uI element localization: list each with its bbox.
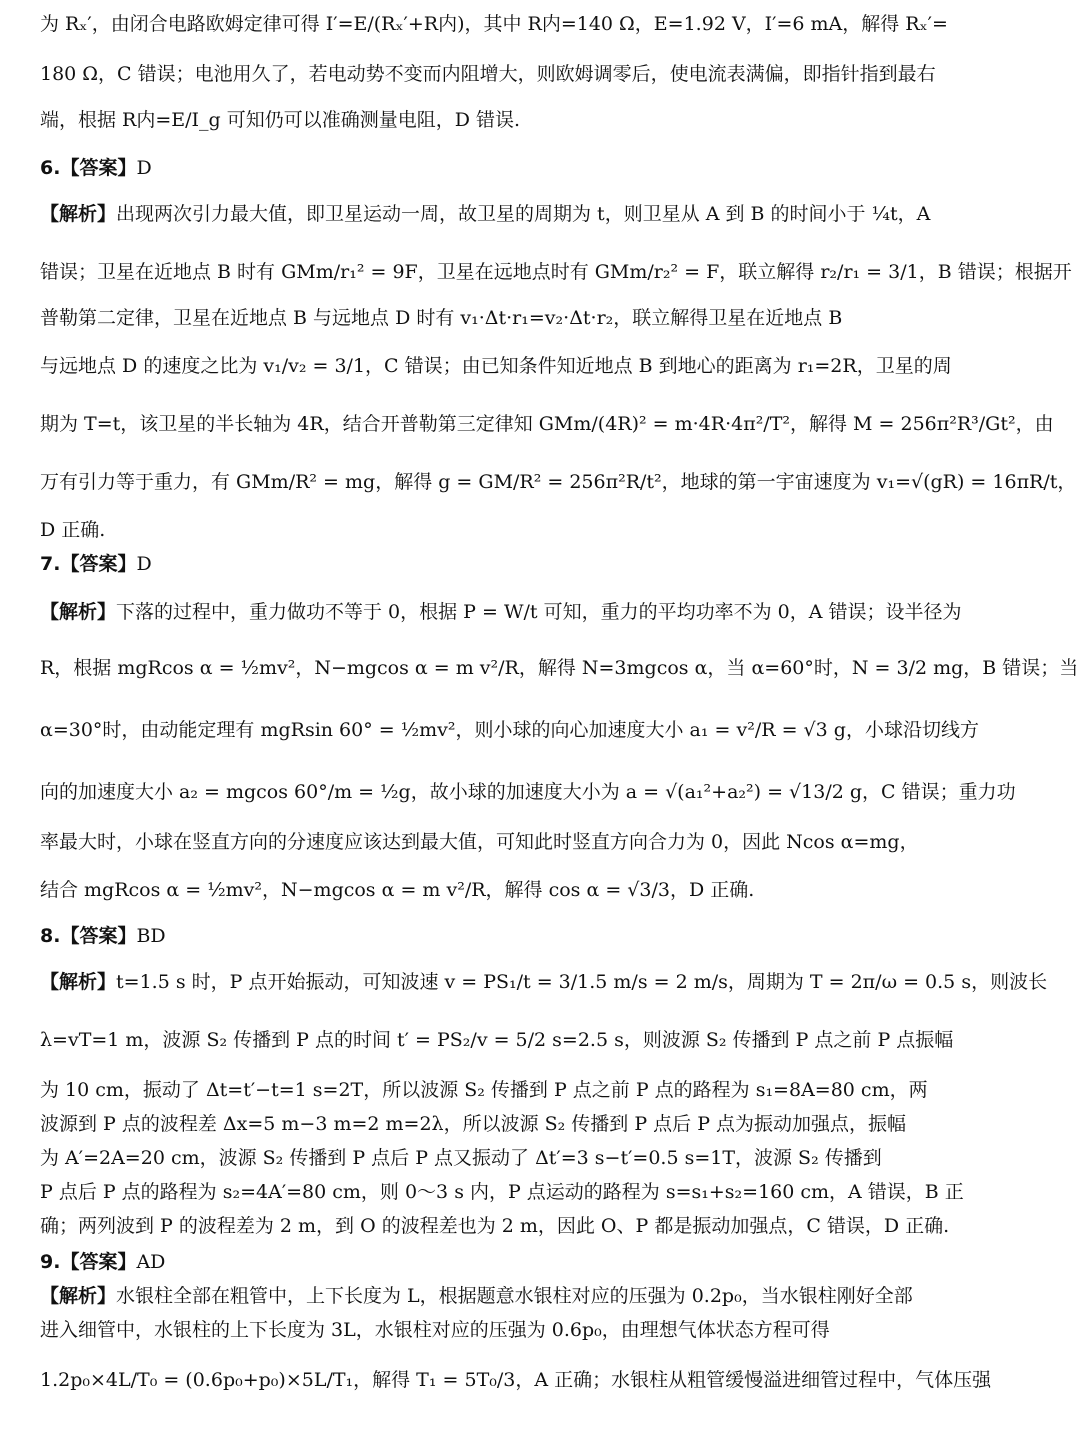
line-text: 下落的过程中，重力做功不等于 0，根据 P = W/t 可知，重力的平均功率不为 0，A 错误；设半径为: [116, 601, 962, 623]
line-text: 普勒第二定律，卫星在近地点 B 与远地点 D 时有 v₁·Δt·r₁=v₂·Δt·r₂，联立解得卫星在近地点 B: [40, 307, 843, 329]
line-text: 进入细管中，水银柱的上下长度为 3L，水银柱对应的压强为 0.6p₀，由理想气体状态方程可得: [40, 1319, 830, 1341]
line-text: 180 Ω，C 错误；电池用久了，若电动势不变而内阻增大，则欧姆调零后，使电流表满偏，即指针指到最右: [40, 63, 936, 85]
section-tag: 9.【答案】: [40, 1251, 137, 1273]
text-line: [40, 10, 950, 38]
line-text: 与远地点 D 的速度之比为 v₁/v₂ = 3/1，C 错误；由已知条件知近地点 B 到地心的距离为 r₁=2R，卫星的周: [40, 355, 952, 377]
text-line: [40, 654, 1078, 682]
line-text: R，根据 mgRcos α = ½mv²，N−mgcos α = m v²/R，解得 N=3mgcos α，当 α=60°时，N = 3/2 mg，B 错误；当: [40, 657, 1078, 679]
text-line: [40, 922, 950, 950]
line-text: 错误；卫星在近地点 B 时有 GMm/r₁² = 9F，卫星在远地点时有 GMm/r₂² = F，联立解得 r₂/r₁ = 3/1，B 错误；根据开: [40, 261, 1072, 283]
text-line: [40, 1282, 950, 1310]
line-text: 结合 mgRcos α = ½mv²，N−mgcos α = m v²/R，解得 cos α = √3/3，D 正确.: [40, 879, 755, 901]
text-line: [40, 1212, 950, 1240]
text-line: [40, 598, 962, 626]
text-line: [40, 352, 950, 380]
text-line: [40, 1110, 950, 1138]
line-text: D: [136, 157, 152, 179]
text-line: [40, 154, 950, 182]
text-line: [40, 876, 950, 904]
line-text: BD: [136, 925, 166, 947]
line-text: P 点后 P 点的路程为 s₂=4A′=80 cm，则 0～3 s 内，P 点运动的路程为 s=s₁+s₂=160 cm，A 错误，B 正: [40, 1181, 964, 1203]
text-line: [40, 468, 1077, 496]
text-line: [40, 200, 950, 228]
text-line: [40, 1144, 950, 1172]
text-line: [40, 1248, 950, 1276]
text-line: [40, 60, 950, 88]
line-text: 为 10 cm，振动了 Δt=t′−t=1 s=2T，所以波源 S₂ 传播到 P 点之前 P 点的路程为 s₁=8A=80 cm，两: [40, 1079, 928, 1101]
section-tag: 8.【答案】: [40, 925, 137, 947]
text-line: [40, 550, 950, 578]
line-text: 1.2p₀×4L/T₀ = (0.6p₀+p₀)×5L/T₁，解得 T₁ = 5T₀/3，A 正确；水银柱从粗管缓慢溢进细管过程中，气体压强: [40, 1369, 992, 1391]
section-tag: 【解析】: [40, 1285, 117, 1307]
text-line: [40, 1316, 950, 1344]
line-text: 万有引力等于重力，有 GMm/R² = mg，解得 g = GM/R² = 256π²R/t²，地球的第一宇宙速度为 v₁=√(gR) = 16πR/t，: [40, 471, 1077, 493]
text-line: [40, 1076, 950, 1104]
line-text: D: [136, 553, 152, 575]
text-line: [40, 1026, 954, 1054]
section-tag: 6.【答案】: [40, 157, 137, 179]
text-line: [40, 968, 1048, 996]
text-line: [40, 1178, 964, 1206]
line-text: 出现两次引力最大值，即卫星运动一周，故卫星的周期为 t，则卫星从 A 到 B 的时间小于 ¼t，A: [116, 203, 931, 225]
line-text: t=1.5 s 时，P 点开始振动，可知波速 v = PS₁/t = 3/1.5 m/s = 2 m/s，周期为 T = 2π/ω = 0.5 s，则波长: [116, 971, 1048, 993]
text-line: [40, 716, 979, 744]
line-text: 为 A′=2A=20 cm，波源 S₂ 传播到 P 点后 P 点又振动了 Δt′=3 s−t′=0.5 s=1T，波源 S₂ 传播到: [40, 1147, 882, 1169]
line-text: 波源到 P 点的波程差 Δx=5 m−3 m=2 m=2λ，所以波源 S₂ 传播到 P 点后 P 点为振动加强点，振幅: [40, 1113, 907, 1135]
text-line: [40, 304, 950, 332]
line-text: 期为 T=t，该卫星的半长轴为 4R，结合开普勒第三定律知 GMm/(4R)² = m·4R·4π²/T²，解得 M = 256π²R³/Gt²，由: [40, 413, 1054, 435]
line-text: D 正确.: [40, 519, 106, 541]
text-line: [40, 1366, 992, 1394]
line-text: 端，根据 R内=E/I_g 可知仍可以准确测量电阻，D 错误.: [40, 109, 521, 131]
line-text: λ=vT=1 m，波源 S₂ 传播到 P 点的时间 t′ = PS₂/v = 5/2 s=2.5 s，则波源 S₂ 传播到 P 点之前 P 点振幅: [40, 1029, 954, 1051]
text-line: [40, 106, 950, 134]
section-tag: 7.【答案】: [40, 553, 137, 575]
text-line: [40, 258, 1072, 286]
line-text: 为 Rₓ′，由闭合电路欧姆定律可得 I′=E/(Rₓ′+R内)，其中 R内=140 Ω，E=1.92 V，I′=6 mA，解得 Rₓ′=: [40, 13, 948, 35]
line-text: 率最大时，小球在竖直方向的分速度应该达到最大值，可知此时竖直方向合力为 0，因此 Ncos α=mg，: [40, 831, 919, 853]
text-line: [40, 778, 1016, 806]
section-tag: 【解析】: [40, 601, 117, 623]
section-tag: 【解析】: [40, 971, 117, 993]
text-line: [40, 516, 950, 544]
section-tag: 【解析】: [40, 203, 117, 225]
line-text: 向的加速度大小 a₂ = mgcos 60°/m = ½g，故小球的加速度大小为 a = √(a₁²+a₂²) = √13/2 g，C 错误；重力功: [40, 781, 1016, 803]
text-line: [40, 828, 950, 856]
text-line: [40, 410, 1054, 438]
line-text: 水银柱全部在粗管中，上下长度为 L，根据题意水银柱对应的压强为 0.2p₀，当水银柱刚好全部: [116, 1285, 913, 1307]
line-text: AD: [136, 1251, 166, 1273]
line-text: α=30°时，由动能定理有 mgRsin 60° = ½mv²，则小球的向心加速度大小 a₁ = v²/R = √3 g，小球沿切线方: [40, 719, 979, 741]
line-text: 确；两列波到 P 的波程差为 2 m，到 O 的波程差也为 2 m，因此 O、P 都是振动加强点，C 错误，D 正确.: [40, 1215, 950, 1237]
